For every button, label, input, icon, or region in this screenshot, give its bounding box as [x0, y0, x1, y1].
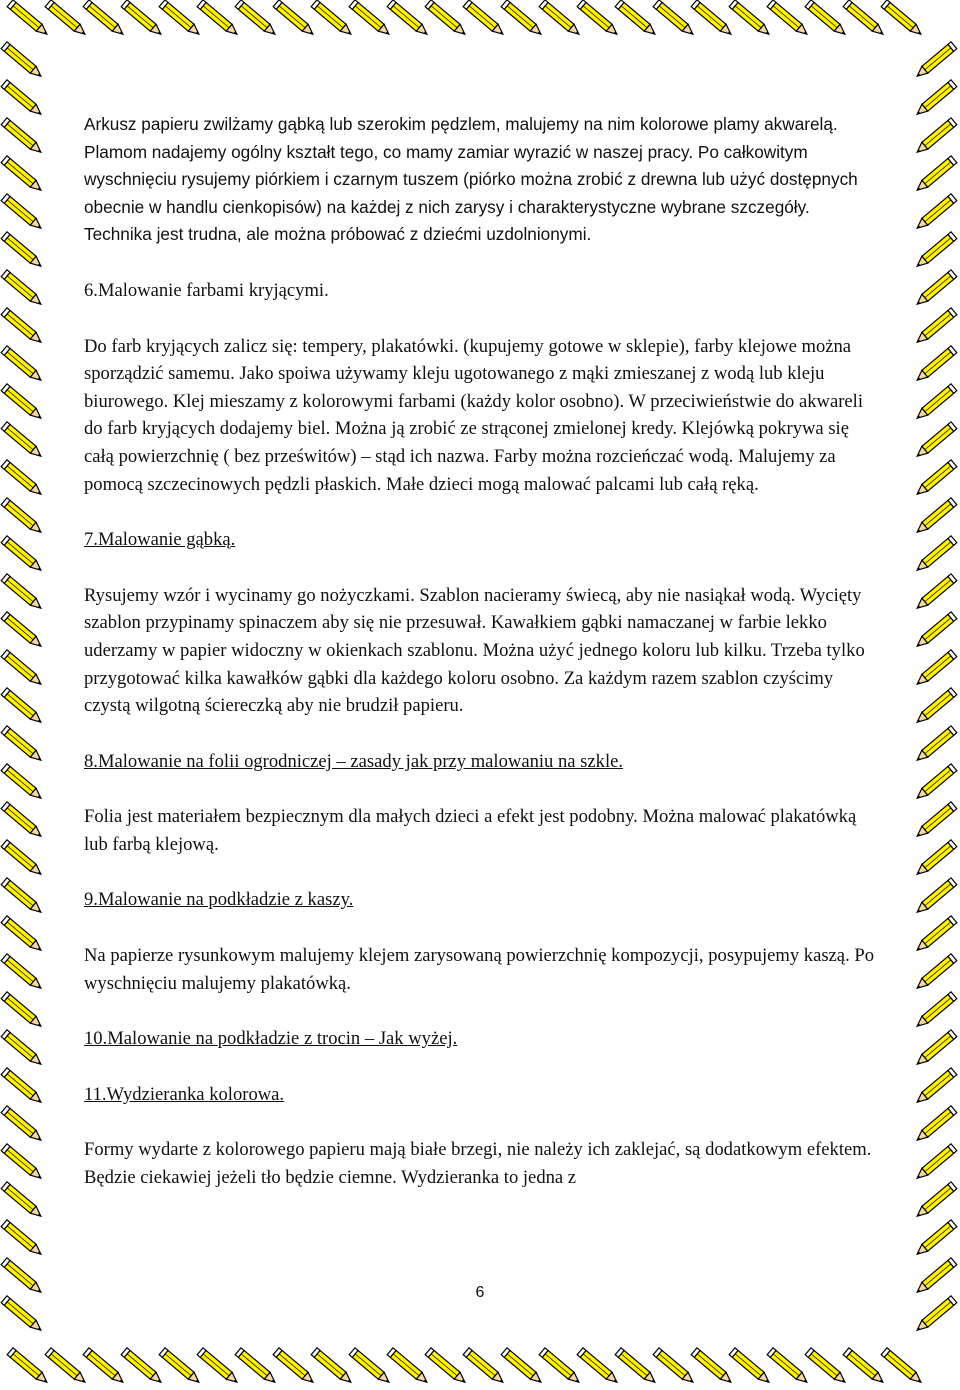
pencil-icon [463, 0, 506, 38]
pencil-icon [121, 1348, 164, 1386]
pencil-icon [1, 1030, 44, 1068]
document-body [84, 111, 874, 1192]
section-heading-11: 11.Wydzieranka kolorowa. [84, 1083, 285, 1105]
pencil-icon [501, 1348, 544, 1386]
pencil-icon [1, 80, 44, 118]
pencil-icon [805, 0, 848, 38]
pencil-icon [767, 1348, 810, 1386]
pencil-icon [235, 1348, 278, 1386]
pencil-icon [691, 1348, 734, 1386]
pencil-icon [615, 1348, 658, 1386]
pencil-icon [914, 308, 957, 346]
pencil-icon [425, 1348, 468, 1386]
pencil-icon [914, 156, 957, 194]
pencil-icon [7, 0, 50, 38]
pencil-icon [1, 384, 44, 422]
paragraph-akwarela-technique: Arkusz papieru zwilżamy gąbką lub szerokim pędzlem, malujemy na nim kolorowe plamy akwarelą. Plamom nadajemy ogólny kształt tego, co mamy zamiar wyrazić w naszej pracy. Po całkowitym wyschnięciu rysujemy piórkiem i czarnym tuszem (piórko można zrobić z drewna lub użyć dostępnych obecnie w handlu cienkopisów) na każdej z nich zarysy i charakterystyczne wybrane szczegóły. Technika jest trudna, ale można próbować z dziećmi uzdolnionymi. [84, 114, 858, 245]
pencil-icon [914, 384, 957, 422]
pencil-icon [805, 1348, 848, 1386]
pencil-icon [387, 0, 430, 38]
pencil-icon [1, 460, 44, 498]
pencil-icon [729, 1348, 772, 1386]
pencil-icon [914, 1182, 957, 1220]
pencil-icon [914, 726, 957, 764]
pencil-icon [914, 270, 957, 308]
pencil-icon [914, 1144, 957, 1182]
pencil-icon [914, 80, 957, 118]
paragraph-farby-kryjace: Do farb kryjących zalicz się: tempery, plakatówki. (kupujemy gotowe w sklepie), farby klejowe można sporządzić samemu. Jako spoiwa używamy kleju ugotowanego z mąki zmieszanej z wodą lub kleju biurowego. Klej mieszamy z kolorowymi farbami (każdy kolor osobno). W przeciwieństwie do akwareli do farb kryjących dodajemy biel. Można ją zrobić ze strąconej zmielonej kredy. Klejówką pokrywa się całą powierzchnię ( bez prześwitów) – stąd ich nazwa. Farby można rozcieńczać wodą. Malujemy za pomocą szczecinowych pędzli płaskich. Małe dzieci mogą malować palcami lub całą ręką. [84, 335, 863, 495]
pencil-icon [235, 0, 278, 38]
pencil-icon [273, 0, 316, 38]
section-heading-6: 6.Malowanie farbami kryjącymi. [84, 279, 329, 301]
pencil-icon [914, 612, 957, 650]
pencil-icon [1, 422, 44, 460]
pencil-icon [577, 0, 620, 38]
pencil-icon [653, 1348, 696, 1386]
pencil-icon [7, 1348, 50, 1386]
pencil-icon [1, 232, 44, 270]
pencil-icon [1, 346, 44, 384]
pencil-icon [914, 422, 957, 460]
pencil-icon [1, 612, 44, 650]
pencil-icon [914, 1030, 957, 1068]
pencil-icon [615, 0, 658, 38]
pencil-icon [501, 0, 544, 38]
pencil-icon [914, 764, 957, 802]
pencil-icon [425, 0, 468, 38]
pencil-icon [1, 536, 44, 574]
pencil-icon [767, 0, 810, 38]
pencil-icon [1, 574, 44, 612]
pencil-icon [197, 1348, 240, 1386]
pencil-icon [729, 0, 772, 38]
pencil-icon [1, 308, 44, 346]
pencil-icon [45, 0, 88, 38]
pencil-icon [914, 536, 957, 574]
pencil-icon [83, 0, 126, 38]
paragraph-malowanie-gabka: Rysujemy wzór i wycinamy go nożyczkami. Szablon nacieramy świecą, aby nie nasiąkał wodą. Wycięty szablon przypinamy spinaczem aby się nie przesuwał. Kawałkiem gąbki namaczanej w farbie lekko uderzamy w papier widoczny w okienkach szablonu. Można użyć jednego koloru lub kilku. Trzeba tylko przygotować kilka kawałków gąbki dla każdego koloru osobno. Za każdym razem szablon czyścimy czystą wilgotną ściereczką aby nie brudził papieru. [84, 584, 865, 717]
section-heading-9: 9.Malowanie na podkładzie z kaszy. [84, 889, 354, 911]
section-heading-7: 7.Malowanie gąbką. [84, 529, 236, 551]
pencil-icon [349, 1348, 392, 1386]
pencil-icon [1, 118, 44, 156]
pencil-icon [1, 1144, 44, 1182]
pencil-icon [914, 194, 957, 232]
pencil-icon [914, 1220, 957, 1258]
pencil-icon [121, 0, 164, 38]
pencil-icon [1, 42, 44, 80]
pencil-icon [1, 498, 44, 536]
pencil-icon [914, 1068, 957, 1106]
pencil-icon [914, 118, 957, 156]
pencil-icon [843, 1348, 886, 1386]
pencil-icon [539, 0, 582, 38]
pencil-icon [1, 270, 44, 308]
pencil-icon [914, 650, 957, 688]
pencil-icon [914, 574, 957, 612]
pencil-icon [463, 1348, 506, 1386]
pencil-icon [914, 916, 957, 954]
pencil-icon [914, 460, 957, 498]
pencil-icon [1, 1106, 44, 1144]
pencil-icon [1, 954, 44, 992]
pencil-icon [159, 1348, 202, 1386]
pencil-icon [1, 650, 44, 688]
pencil-icon [1, 878, 44, 916]
pencil-icon [1, 916, 44, 954]
pencil-icon [1, 1182, 44, 1220]
page-number: 6 [475, 1284, 485, 1301]
paragraph-folia-ogrodnicza: Folia jest materiałem bezpiecznym dla małych dzieci a efekt jest podobny. Można malować plakatówką lub farbą klejową. [84, 806, 857, 855]
pencil-icon [311, 1348, 354, 1386]
pencil-icon [159, 0, 202, 38]
pencil-icon [1, 688, 44, 726]
pencil-icon [197, 0, 240, 38]
paragraph-wydzieranka: Formy wydarte z kolorowego papieru mają białe brzegi, nie należy ich zaklejać, są dodatkowym efektem. Będzie ciekawiej jeżeli tło będzie ciemne. Wydzieranka to jedna z [84, 1139, 872, 1189]
pencil-icon [1, 802, 44, 840]
pencil-icon [653, 0, 696, 38]
pencil-icon [1, 726, 44, 764]
pencil-icon [387, 1348, 430, 1386]
pencil-icon [914, 688, 957, 726]
pencil-icon [881, 1348, 924, 1386]
pencil-icon [1, 1220, 44, 1258]
pencil-icon [349, 0, 392, 38]
section-heading-8: 8.Malowanie na folii ogrodniczej – zasady jak przy malowaniu na szkle. [84, 750, 624, 772]
pencil-icon [1, 194, 44, 232]
pencil-icon [914, 232, 957, 270]
pencil-icon [1, 840, 44, 878]
pencil-icon [577, 1348, 620, 1386]
pencil-icon [914, 992, 957, 1030]
pencil-icon [914, 346, 957, 384]
pencil-icon [311, 0, 354, 38]
pencil-icon [914, 1106, 957, 1144]
pencil-icon [914, 878, 957, 916]
pencil-icon [881, 0, 924, 38]
pencil-icon [1, 992, 44, 1030]
pencil-icon [1, 1068, 44, 1106]
pencil-icon [691, 0, 734, 38]
pencil-icon [914, 498, 957, 536]
pencil-icon [273, 1348, 316, 1386]
pencil-icon [1, 156, 44, 194]
pencil-icon [539, 1348, 582, 1386]
pencil-icon [83, 1348, 126, 1386]
paragraph-podklad-z-kaszy: Na papierze rysunkowym malujemy klejem zarysowaną powierzchnię kompozycji, posypujemy kaszą. Po wyschnięciu malujemy plakatówką. [84, 945, 874, 994]
pencil-icon [45, 1348, 88, 1386]
pencil-icon [914, 954, 957, 992]
pencil-icon [1, 764, 44, 802]
pencil-icon [843, 0, 886, 38]
pencil-icon [914, 42, 957, 80]
section-heading-10: 10.Malowanie na podkładzie z trocin – Jak wyżej. [84, 1028, 458, 1050]
pencil-icon [914, 802, 957, 840]
pencil-icon [914, 840, 957, 878]
